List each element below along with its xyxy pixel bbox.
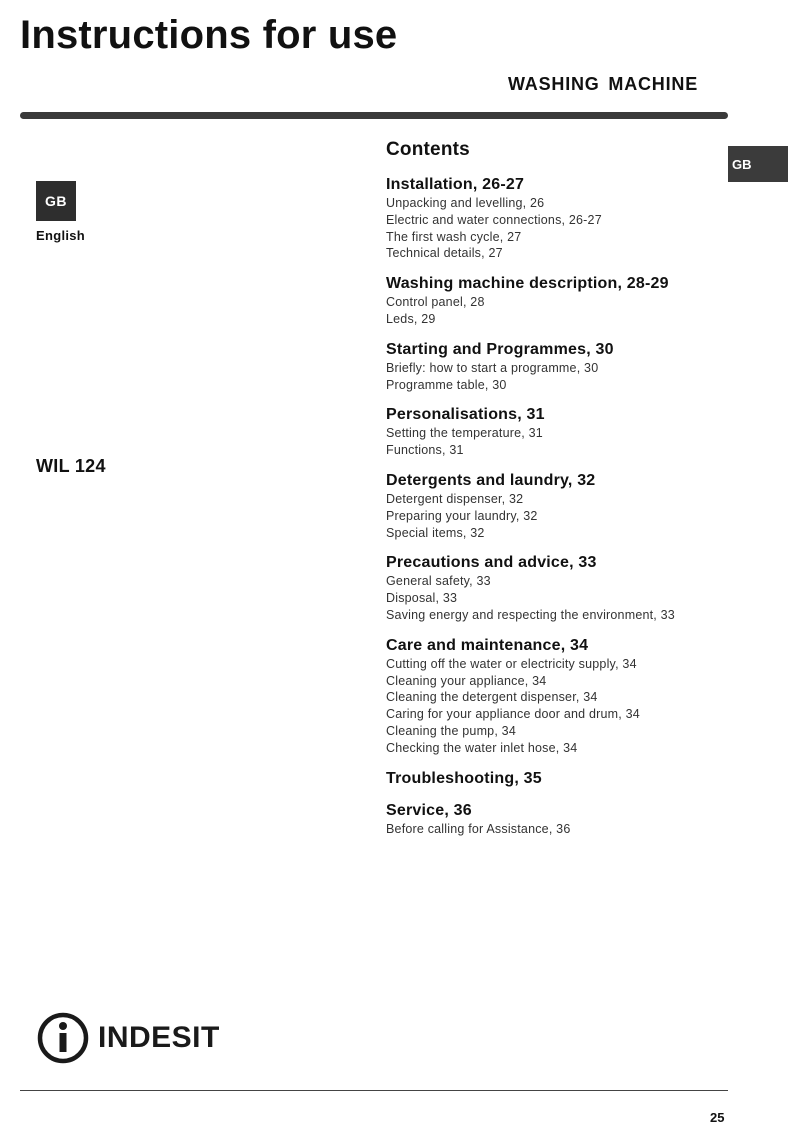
section-item: Setting the temperature, 31: [386, 426, 543, 441]
language-badge: GB: [36, 181, 76, 221]
contents-sections: [386, 175, 726, 837]
page-number: 25: [710, 1110, 725, 1125]
footer-rule: [20, 1090, 728, 1091]
section-item: Special items, 32: [386, 525, 485, 540]
section-item: Disposal, 33: [386, 591, 458, 606]
table-of-contents: [386, 137, 726, 849]
section-title: Detergents and laundry, 32: [386, 471, 596, 489]
contents-section: [386, 801, 726, 838]
section-item: Caring for your appliance door and drum, 34: [386, 707, 640, 722]
section-item: Electric and water connections, 26-27: [386, 212, 602, 227]
section-item: Programme table, 30: [386, 377, 507, 392]
section-item: Technical details, 27: [386, 246, 503, 261]
contents-section: [386, 274, 726, 328]
section-item: Functions, 31: [386, 443, 464, 458]
section-item: Saving energy and respecting the environment, 33: [386, 607, 675, 622]
section-item: Cleaning your appliance, 34: [386, 673, 547, 688]
brand-name: INDESIT: [98, 1021, 220, 1054]
section-title: Service, 36: [386, 801, 472, 819]
contents-section: [386, 340, 726, 394]
section-title: Care and maintenance, 34: [386, 636, 589, 654]
language-label: English: [36, 228, 86, 243]
model-number: WIL 124: [36, 456, 106, 476]
section-item: Cutting off the water or electricity supply, 34: [386, 656, 637, 671]
contents-heading: Contents: [386, 139, 470, 160]
section-title: Precautions and advice, 33: [386, 554, 597, 572]
section-title: Starting and Programmes, 30: [386, 340, 614, 358]
section-title: Troubleshooting, 35: [386, 769, 542, 787]
section-item: Leds, 29: [386, 311, 436, 326]
section-title: Installation, 26-27: [386, 176, 525, 193]
section-item: The first wash cycle, 27: [386, 229, 522, 244]
brand-logo: [36, 1012, 220, 1064]
section-item: Unpacking and levelling, 26: [386, 196, 545, 210]
section-title: Washing machine description, 28-29: [386, 275, 669, 293]
contents-section: [386, 636, 726, 757]
section-item: Control panel, 28: [386, 295, 485, 310]
indesit-i-logo-icon: [36, 1011, 90, 1065]
section-item: General safety, 33: [386, 574, 491, 589]
contents-section: [386, 405, 726, 459]
language-side-tab: GB: [728, 146, 788, 182]
contents-section: [386, 769, 726, 789]
header-rule: [20, 112, 728, 119]
section-item: Cleaning the pump, 34: [386, 723, 516, 738]
section-item: Detergent dispenser, 32: [386, 491, 524, 506]
section-title: Personalisations, 31: [386, 406, 545, 424]
document-title: Instructions for use: [20, 13, 398, 57]
section-item: Cleaning the detergent dispenser, 34: [386, 690, 598, 705]
section-item: Checking the water inlet hose, 34: [386, 740, 578, 755]
contents-section: [386, 471, 726, 541]
section-item: Briefly: how to start a programme, 30: [386, 360, 599, 375]
contents-section: [386, 175, 726, 262]
section-item: Before calling for Assistance, 36: [386, 821, 571, 836]
document-subtitle: WASHING MACHINE: [508, 74, 698, 94]
contents-section: [386, 553, 726, 623]
section-item: Preparing your laundry, 32: [386, 508, 538, 523]
